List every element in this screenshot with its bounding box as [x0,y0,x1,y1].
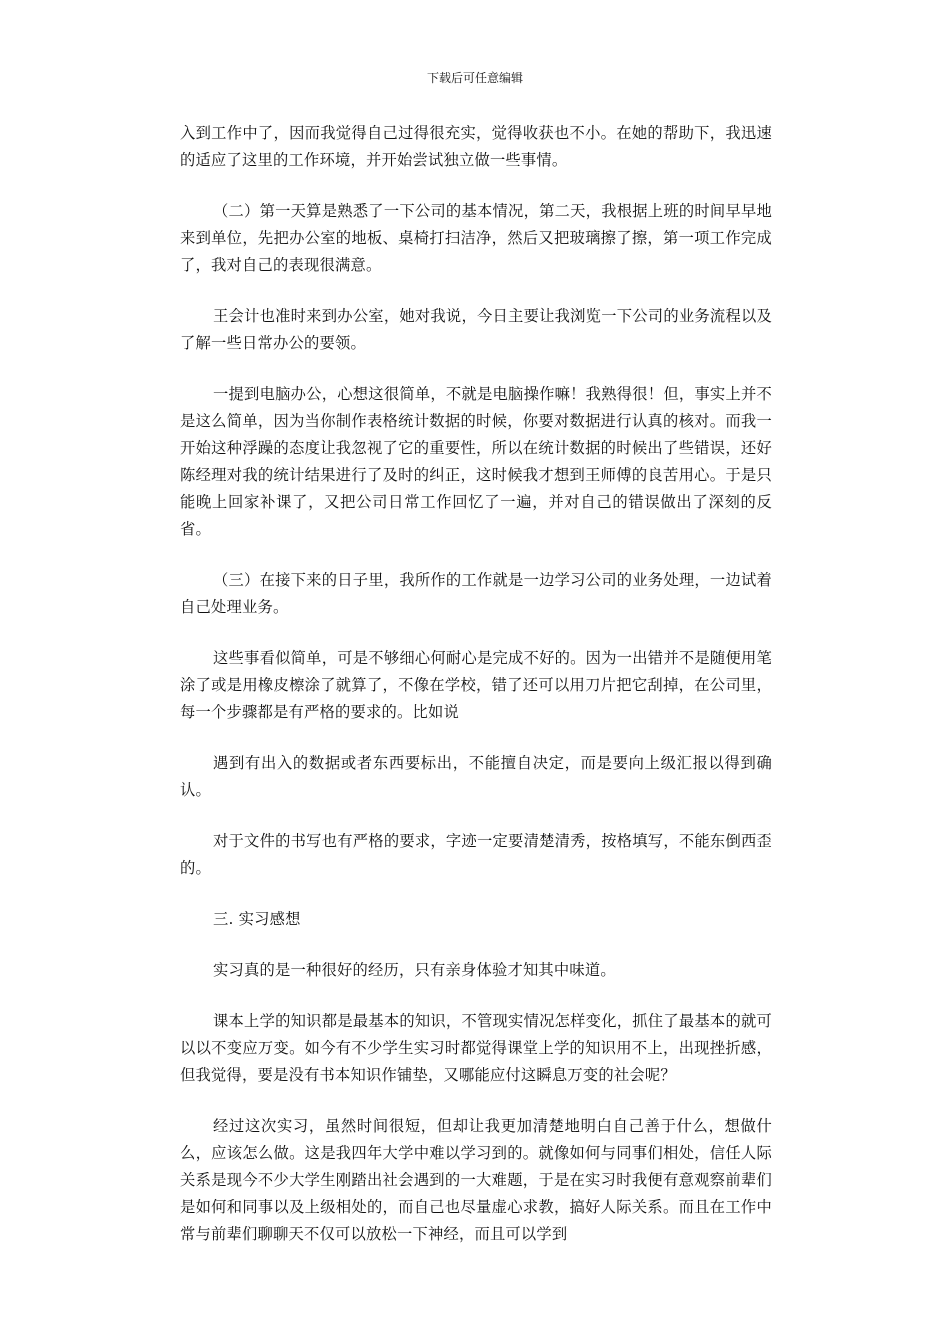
paragraph-section-three: （三）在接下来的日子里，我所作的工作就是一边学习公司的业务处理，一边试着自己处理业务。 [180,571,772,616]
paragraph-continuation: 入到工作中了，因而我觉得自己过得很充实，觉得收获也不小。在她的帮助下，我迅速的适应了这里的工作环境，并开始尝试独立做一些事情。 [180,124,772,169]
paragraph-section-two: （二）第一天算是熟悉了一下公司的基本情况，第二天，我根据上班的时间早早地来到单位，先把办公室的地板、桌椅打扫洁净，然后又把玻璃擦了擦，第一项工作完成了，我对自己的表现很满意。 [180,202,772,274]
paragraph-internship-summary: 经过这次实习，虽然时间很短，但却让我更加清楚地明白自己善于什么，想做什么，应该怎么做。这是我四年大学中难以学习到的。就像如何与同事们相处，信任人际关系是现今不少大学生刚踏出社会遇到的一大难题，于是在实习时我便有意观察前辈们是如何和同事以及上级相处的，而自己也尽量虚心求教，搞好人际关系。而且在工作中常与前辈们聊聊天不仅可以放松一下神经，而且可以学到 [180,1117,772,1243]
section-heading-reflections: 三. 实习感想 [213,910,301,928]
page-header: 下载后可任意编辑 [426,71,523,85]
document-body [180,120,772,1272]
paragraph-carefulness: 这些事看似简单，可是不够细心何耐心是完成不好的。因为一出错并不是随便用笔涂了或是用橡皮檫涂了就算了，不像在学校，错了还可以用刀片把它刮掉，在公司里，每一个步骤都是有严格的要求的。比如说 [180,649,772,721]
paragraph-accountant: 王会计也准时来到办公室，她对我说，今日主要让我浏览一下公司的业务流程以及了解一些日常办公的要领。 [180,307,772,352]
paragraph-textbook-knowledge: 课本上学的知识都是最基本的知识，不管现实情况怎样变化，抓住了最基本的就可以以不变应万变。如今有不少学生实习时都觉得课堂上学的知识用不上，出现挫折感，但我觉得，要是没有书本知识作铺垫，又哪能应付这瞬息万变的社会呢？ [180,1012,772,1084]
paragraph-report-data: 遇到有出入的数据或者东西要标出，不能擅自决定，而是要向上级汇报以得到确认。 [180,754,772,799]
paragraph-computer-office: 一提到电脑办公，心想这很简单，不就是电脑操作嘛！我熟得很！但，事实上并不是这么简单，因为当你制作表格统计数据的时候，你要对数据进行认真的核对。而我一开始这种浮躁的态度让我忽视了它的重要性，所以在统计数据的时候出了些错误，还好陈经理对我的统计结果进行了及时的纠正，这时候我才想到王师傅的良苦用心。于是只能晚上回家补课了，又把公司日常工作回忆了一遍，并对自己的错误做出了深刻的反省。 [180,385,772,538]
paragraph-document-writing: 对于文件的书写也有严格的要求，字迹一定要清楚清秀，按格填写，不能东倒西歪的。 [180,832,772,877]
paragraph-experience: 实习真的是一种很好的经历，只有亲身体验才知其中味道。 [213,961,616,979]
